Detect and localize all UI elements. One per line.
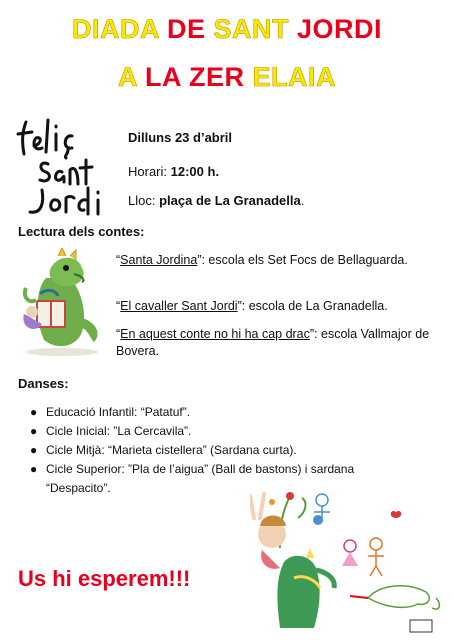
dragon-reading-illustration: [16, 248, 108, 358]
list-item: ● Educació Infantil: “Patatuf”.: [30, 403, 360, 422]
title-line-2: [0, 62, 454, 93]
place-value: plaça de La Granadella: [159, 193, 301, 208]
title-word: DIADA: [71, 14, 159, 44]
title-word: JORDI: [297, 14, 383, 44]
reading-item: “En aquest conte no hi ha cap drac”: escola Vallmajor de Bovera.: [116, 327, 430, 358]
story-title: En aquest conte no hi ha cap drac: [120, 327, 310, 341]
time-label: Horari:: [128, 164, 168, 179]
list-item-continuation: “Despacito”.: [46, 481, 111, 495]
title-word: A: [117, 62, 137, 92]
title-word: SANT: [213, 14, 289, 44]
title-word: DE: [166, 14, 206, 44]
bullet-icon: ●: [30, 424, 38, 438]
bullet-icon: ●: [30, 462, 38, 476]
list-item: ● Cicle Inicial: ”La Cercavila”.: [30, 422, 360, 441]
title-word: LA ZER: [145, 62, 245, 92]
title-line-1: [0, 14, 454, 45]
reading-item: “El cavaller Sant Jordi”: escola de La Granadella.: [116, 299, 388, 313]
event-place: Lloc: plaça de La Granadella.: [128, 193, 305, 208]
event-date: Dilluns 23 d’abril: [128, 130, 233, 145]
story-title: El cavaller Sant Jordi: [120, 299, 238, 313]
reading-item: “Santa Jordina”: escola els Set Focs de Bellaguarda.: [116, 253, 408, 267]
event-time: [128, 164, 219, 179]
list-item: ● Cicle Superior: ”Pla de l’aigua” (Ball de bastons) i sardana: [30, 460, 360, 479]
place-label: Lloc:: [128, 193, 156, 208]
children-dragon-illustration: [250, 488, 446, 636]
felic-sant-jordi-logo: [12, 112, 112, 222]
list-item: ● Cicle Mitjà: “Marieta cistellera” (Sardana curta).: [30, 441, 360, 460]
title-word: ELAIA: [252, 62, 337, 92]
story-title: Santa Jordina: [120, 253, 198, 267]
dances-list: [30, 403, 360, 498]
readings-heading: Lectura dels contes:: [18, 224, 145, 239]
bullet-icon: ●: [30, 443, 38, 457]
time-value: 12:00 h.: [170, 164, 220, 179]
dances-heading: Danses:: [18, 376, 69, 391]
closing-text: Us hi esperem!!!: [18, 566, 191, 591]
bullet-icon: ●: [30, 405, 38, 419]
